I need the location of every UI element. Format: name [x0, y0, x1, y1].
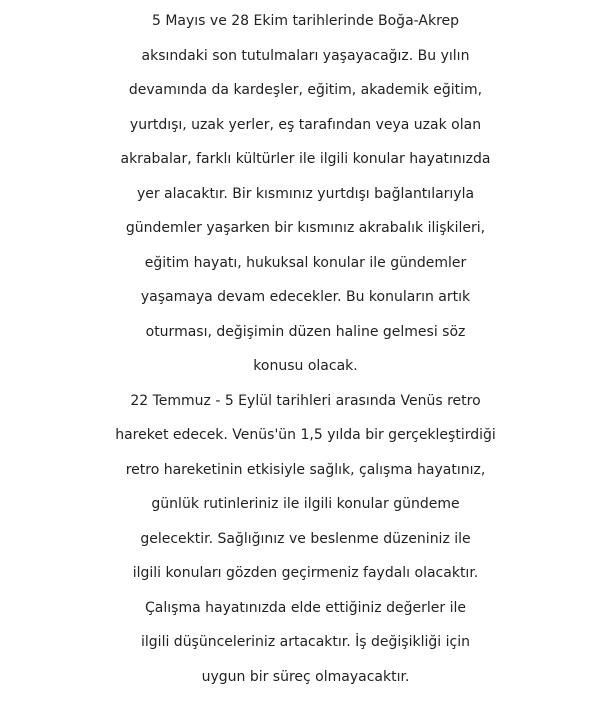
text-line: akrabalar, farklı kültürler ile ilgili konular hayatınızda — [120, 151, 491, 167]
text-line: retro hareketinin etkisiyle sağlık, çalışma hayatınız, — [125, 461, 486, 478]
text-line: ilgili düşünceleriniz artacaktır. İş değişikliği için — [141, 634, 470, 650]
text-line: günlük rutinleriniz ile ilgili konular gündeme — [151, 496, 460, 512]
text-line: yaşamaya devam edecekler. Bu konuların artık — [140, 289, 471, 305]
text-line: yurtdışı, uzak yerler, eş tarafından veya uzak olan — [129, 116, 482, 133]
text-line: gündemler yaşarken bir kısmınız akrabalık ilişkileri, — [125, 220, 486, 236]
text-line: gelecektir. Sağlığınız ve beslenme düzeniniz ile — [140, 530, 471, 547]
text-line: devamında da kardeşler, eğitim, akademik eğitim, — [128, 82, 483, 98]
paragraph-1 — [0, 4, 611, 384]
text-line: 5 Mayıs ve 28 Ekim tarihlerinde Boğa-Akrep — [151, 13, 460, 29]
text-line: 22 Temmuz - 5 Eylül tarihleri arasında Venüs retro — [130, 392, 481, 409]
text-line: eğitim hayatı, hukuksal konular ile gündemler — [144, 254, 467, 271]
text-line: konusu olacak. — [253, 358, 358, 374]
text-line: yer alacaktır. Bir kısmınız yurtdışı bağlantılarıyla — [136, 185, 475, 202]
text-line: hareket edecek. Venüs'ün 1,5 yılda bir gerçekleştirdiği — [115, 427, 496, 443]
text-line: oturması, değişimin düzen haline gelmesi söz — [145, 323, 466, 340]
paragraph-2 — [0, 384, 611, 695]
text-line: aksındaki son tutulmaları yaşayacağız. Bu yılın — [141, 47, 470, 64]
text-line: Çalışma hayatınızda elde ettiğiniz değerler ile — [145, 599, 466, 616]
article-body — [0, 4, 611, 694]
text-line: ilgili konuları gözden geçirmeniz faydalı olacaktır. — [132, 565, 479, 581]
text-line: uygun bir süreç olmayacaktır. — [201, 668, 410, 685]
